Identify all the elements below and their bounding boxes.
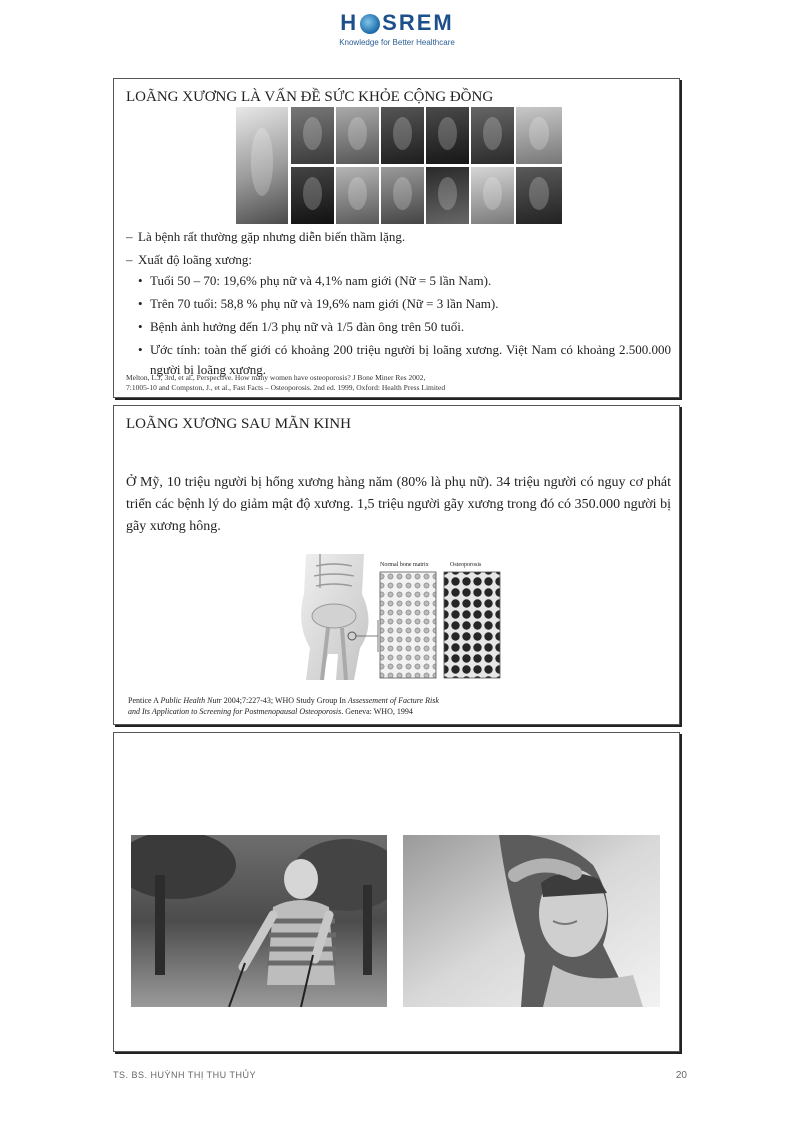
- logo-letter-h: H: [340, 10, 359, 35]
- slide-photos: [113, 732, 680, 1052]
- face-photo-13: [516, 167, 562, 224]
- ref-title: and Its Application to Screening for Postmenopausal Osteoporosis: [128, 707, 342, 716]
- dash-item-prevalence: – Là bệnh rất thường gặp nhưng diễn biến thầm lặng.: [126, 226, 671, 249]
- slide-title: LOÃNG XƯƠNG SAU MÃN KINH: [126, 416, 351, 432]
- bone-matrix-figure: [296, 554, 506, 680]
- dash-item-incidence: – Xuất độ loãng xương:: [126, 249, 671, 272]
- osteoporosis-label: Osteoporosis: [450, 562, 482, 568]
- face-photo-3: [336, 107, 379, 164]
- face-photo-10: [381, 167, 424, 224]
- ref-segment: Pentice A: [128, 696, 161, 705]
- face-photo-9: [336, 167, 379, 224]
- logo-wordmark: [340, 10, 453, 36]
- slide2-paragraph: Ở Mỹ, 10 triệu người bị hổng xương hàng năm (80% là phụ nữ). 34 triệu người có nguy cơ phát triển các bệnh lý do giảm mật độ xương. 1,5 triệu người gãy xương trong đó có 350.000 người bị gãy xương hông.: [126, 475, 671, 534]
- normal-bone-matrix-panel: [380, 572, 436, 678]
- bullet-item: • Tuổi 50 – 70: 19,6% phụ nữ và 4,1% nam giới (Nữ = 5 lần Nam).: [126, 271, 671, 291]
- logo-letters-srem: SREM: [382, 10, 454, 35]
- skeleton-pelvis-illustration: [301, 554, 378, 680]
- slide-public-health: [113, 78, 680, 398]
- face-photo-2: [291, 107, 334, 164]
- normal-bone-label: Normal bone matrix: [380, 562, 429, 568]
- face-photo-5: [426, 107, 469, 164]
- face-photo-4: [381, 107, 424, 164]
- footer-page-number: 20: [675, 1070, 687, 1081]
- globe-icon: [360, 14, 380, 34]
- osteoporosis-matrix-panel: [444, 572, 500, 678]
- slide1-references: [126, 373, 666, 393]
- elderly-man-walking-photo: [131, 835, 387, 1007]
- bullet-item: • Bệnh ảnh hưởng đến 1/3 phụ nữ và 1/5 đàn ông trên 50 tuổi.: [126, 317, 671, 337]
- face-photo-11: [426, 167, 469, 224]
- face-photo-12: [471, 167, 514, 224]
- reference-line: 7:1005-10 and Compston, J., et al., Fast Facts – Osteoporosis. 2nd ed. 1999, Oxford: Health Press Limited: [126, 383, 446, 392]
- face-photo-8: [291, 167, 334, 224]
- face-photo-7: [516, 107, 562, 164]
- slide2-reference: [128, 695, 648, 717]
- ref-segment: 2004;7:227-43; WHO Study Group In: [221, 696, 348, 705]
- hosrem-logo: [0, 10, 794, 47]
- ref-segment: . Geneva: WHO, 1994: [341, 707, 413, 716]
- face-photo-6: [471, 107, 514, 164]
- woman-headache-photo: [403, 835, 660, 1007]
- bullet-item: • Trên 70 tuổi: 58,8 % phụ nữ và 19,6% nam giới (Nữ = 3 lần Nam).: [126, 294, 671, 314]
- footer-author: TS. BS. HUỲNH THỊ THU THỦY: [113, 1070, 257, 1080]
- ref-journal: Public Health Nutr: [160, 696, 222, 705]
- face-photo-1: [236, 107, 288, 224]
- reference-line: Melton, L.J, 3rd, et al., Perspective. How many women have osteoporosis? J Bone Miner Res 2002,: [126, 373, 426, 382]
- bullet-item: • Ước tính: toàn thế giới có khoảng 200 triệu người bị loãng xương. Việt Nam có khoảng 2.500.000 người bị loãng xương.: [126, 340, 671, 380]
- ref-title: Assessement of Facture Risk: [347, 696, 439, 705]
- slide-postmenopausal: [113, 405, 680, 725]
- slide-title: LOÃNG XƯƠNG LÀ VẤN ĐỀ SỨC KHỎE CỘNG ĐỒNG: [126, 89, 494, 105]
- faces-collage-image: [236, 107, 562, 224]
- logo-tagline: Knowledge for Better Healthcare: [339, 38, 455, 47]
- slide1-bullet-list: [126, 226, 671, 383]
